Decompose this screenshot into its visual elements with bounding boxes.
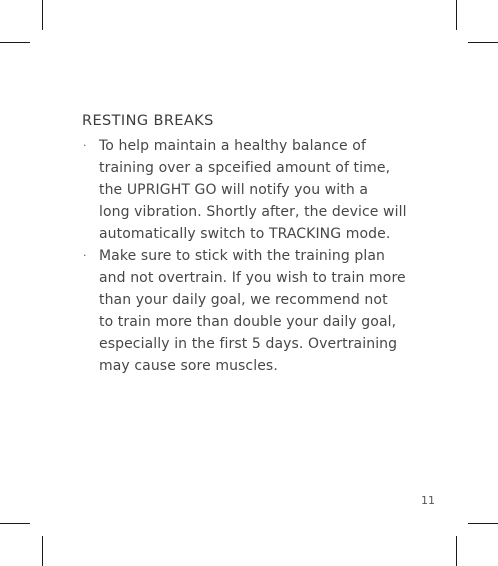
text-line: may cause sore muscles. [99, 358, 278, 374]
text-line: Make sure to stick with the training plan [99, 248, 386, 264]
crop-mark-top-right-horizontal [468, 42, 498, 43]
crop-mark-top-right-vertical [456, 0, 457, 30]
text-line: to train more than double your daily goal, [99, 314, 397, 330]
bullet-list [82, 135, 422, 377]
text-line: especially in the first 5 days. Overtraining [99, 336, 398, 352]
text-line: the UPRIGHT GO will notify you with a [99, 182, 369, 198]
crop-mark-bottom-left-vertical [42, 536, 43, 566]
text-line: than your daily goal, we recommend not [99, 292, 388, 308]
text-line: training over a spceified amount of time, [99, 160, 391, 176]
crop-mark-bottom-right-horizontal [468, 523, 498, 524]
list-item [82, 245, 422, 377]
text-line: automatically switch to TRACKING mode. [99, 226, 391, 242]
bullet-dot-icon: · [83, 139, 87, 152]
text-line: To help maintain a healthy balance of [99, 138, 367, 154]
crop-mark-top-left-horizontal [0, 42, 30, 43]
list-item [82, 135, 422, 245]
crop-mark-bottom-left-horizontal [0, 523, 30, 524]
bullet-dot-icon: · [83, 249, 87, 262]
crop-mark-bottom-right-vertical [456, 536, 457, 566]
crop-mark-top-left-vertical [42, 0, 43, 30]
page-number: 11 [421, 494, 435, 507]
text-line: long vibration. Shortly after, the device will [99, 204, 407, 220]
section-title: RESTING BREAKS [82, 113, 214, 129]
text-line: and not overtrain. If you wish to train more [99, 270, 406, 286]
